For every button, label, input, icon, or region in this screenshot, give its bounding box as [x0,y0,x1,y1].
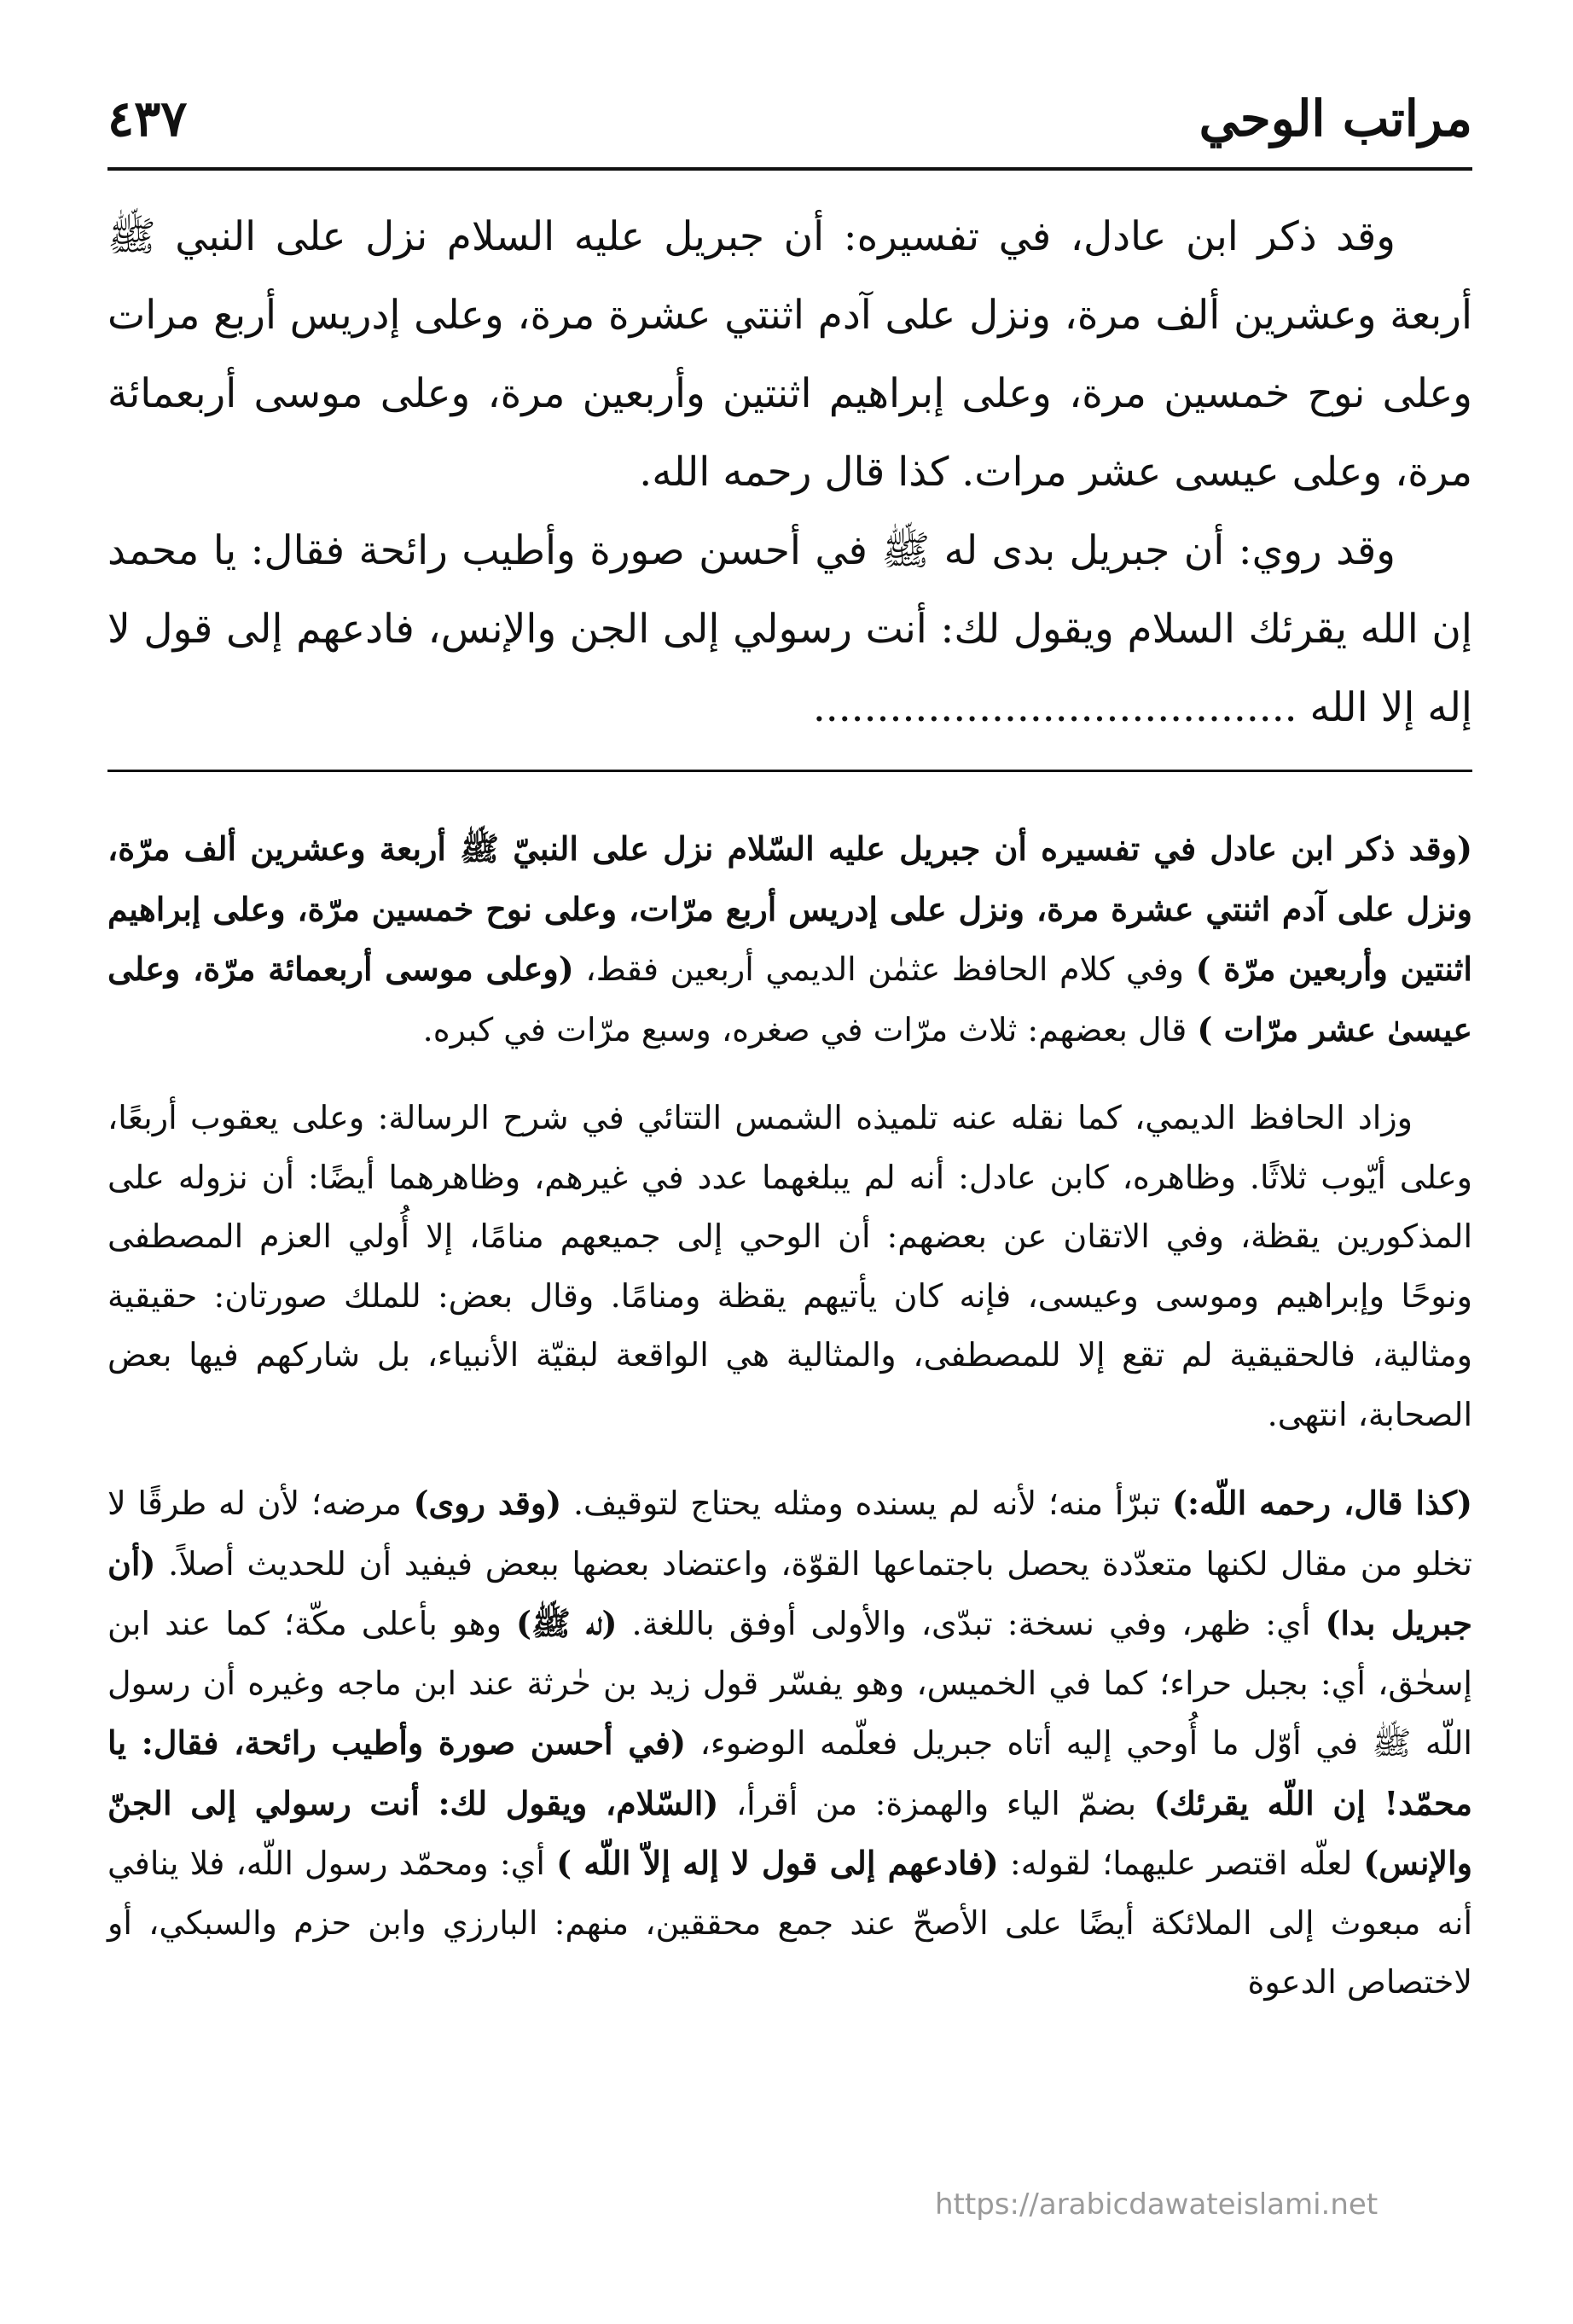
header-rule [107,167,1472,171]
commentary-text: أي: ومحمّد رسول اللّه، فلا ينافي أنه مبعوث إلى الملائكة أيضًا على الأصحّ عند جمع محققين، منهم: البارزي وابن حزم والسبكي، أو لاختصاص الدعوة [107,1845,1473,2001]
running-title: مراتب الوحي [1199,90,1472,148]
quoted-text: (في أحسن صورة وأطيب رائحة، فقال: يا محمّد! إن اللّه يقرئك) [107,1723,1472,1822]
main-paragraph-2-text: وقد روي: أن جبريل بدى له ﷺ في أحسن صورة وأطيب رائحة فقال: يا محمد إن الله يقرئك السلام ويقول لك: أنت رسولي إلى الجن والإنس، فادعهم إلى قول لا إله إلا الله [107,527,1472,731]
quoted-text: (أن جبريل بدا) [107,1543,1472,1642]
commentary [107,819,1472,2042]
commentary-text: وفي كلام الحافظ عثمٰن الديمي أربعين فقط، [573,950,1196,988]
commentary-text: أي: ظهر، وفي نسخة: تبدّى، والأولى أوفق باللغة. [617,1605,1326,1642]
quoted-text: (له ﷺ) [515,1604,618,1642]
quoted-text: (فادعهم إلى قول لا إله إلاّ اللّه ) [556,1844,999,1882]
commentary-text: مرضه؛ لأن له طرقًا لا تخلو من مقال لكنها متعدّدة يحصل باجتماعها القوّة، واعتضاد بعضها ببعض فيفيد أن للحديث أصلاً. [107,1484,1472,1583]
commentary-text: تبرّأ منه؛ لأنه لم يسنده ومثله يحتاج لتوقيف. [561,1484,1173,1522]
footnote-separator [107,770,1472,772]
commentary-text: قال بعضهم: ثلاث مرّات في صغره، وسبع مرّات في كبره. [422,1010,1198,1049]
commentary-paragraph-1 [107,819,1472,1060]
page-number: ٤٣٧ [107,90,188,148]
quoted-text: (وقد ذكر ابن عادل في تفسيره أن جبريل عليه السّلام نزل على النبيّ ﷺ أربعة وعشرين ألف مرّة، ونزل على آدم اثنتي عشرة مرة، ونزل على إدريس أربع مرّات، وعلى نوح خمسين مرّة، وعلى إبراهيم اثنتين وأربعين مرّة ) [107,829,1472,988]
main-paragraph-1: وقد ذكر ابن عادل، في تفسيره: أن جبريل عليه السلام نزل على النبي ﷺ أربعة وعشرين ألف مرة، ونزل على آدم اثنتي عشرة مرة، وعلى إدريس أربع مرات وعلى نوح خمسين مرة، وعلى إبراهيم اثنتين وأربعين مرة، وعلى موسى أربعمائة مرة، وعلى عيسى عشر مرات. كذا قال رحمه الله. [107,213,1472,496]
ellipsis-dots: ...................................... [812,684,1297,731]
main-paragraph-2 [107,512,1472,747]
main-text [107,198,1472,747]
quoted-text: (وقد روى) [413,1484,562,1522]
page-header [107,81,1472,158]
quoted-text: (السّلام، ويقول لك: أنت رسولي إلى الجنّ والإنس) [107,1783,1472,1882]
commentary-paragraph-2: وزاد الحافظ الديمي، كما نقله عنه تلميذه الشمس التتائي في شرح الرسالة: وعلى يعقوب أربعًا، وعلى أيّوب ثلاثًا. وظاهره، كابن عادل: أنه لم يبلغهما عدد في غيرهم، وظاهرهما أيضًا: أن نزوله على المذكورين يقظة، وفي الاتقان عن بعضهم: أن الوحي إلى جميعهم منامًا، إلا أُولي العزم المصطفى ونوحًا وإبراهيم وموسى وعيسى، فإنه كان يأتيهم يقظة ومنامًا. وقال بعض: للملك صورتان: حقيقية ومثالية، فالحقيقية لم تقع إلا للمصطفى، والمثالية هي الواقعة لبقيّة الأنبياء، بل شاركهم فيها بعض الصحابة، انتهى. [107,1099,1472,1433]
watermark-url: https://arabicdawateislami.net [930,2187,1383,2222]
quoted-text: (وعلى موسى أربعمائة مرّة، وعلى عيسىٰ عشر مرّات ) [107,950,1472,1049]
commentary-text: وهو بأعلى مكّة؛ كما عند ابن إسحٰق، أي: بجبل حراء؛ كما في الخميس، وهو يفسّر قول زيد بن حٰرثة عند ابن ماجه وغيره أن رسول اللّه ﷺ في أوّل ما أُوحي إليه أتاه جبريل فعلّمه الوضوء، [107,1605,1472,1762]
commentary-text: لعلّه اقتصر عليهما؛ لقوله: [998,1845,1364,1882]
quoted-text: (كذا قال، رحمه اللّه:) [1172,1484,1472,1522]
commentary-paragraph-3 [107,1473,1472,2013]
commentary-text: بضمّ الياء والهمزة: من أقرأ، [718,1784,1154,1822]
